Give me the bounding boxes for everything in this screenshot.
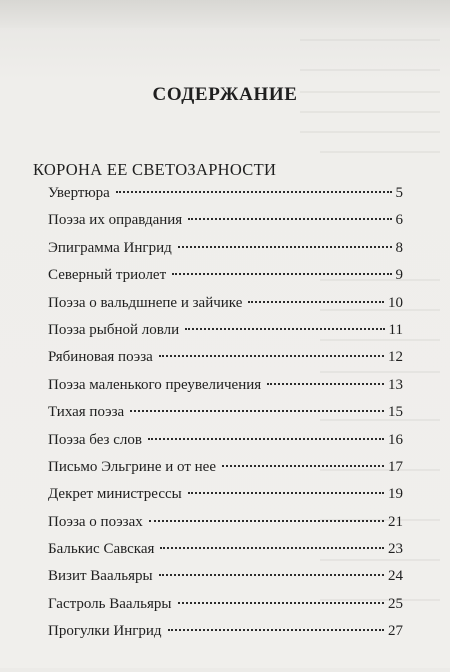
toc-entry-title: Декрет министрессы	[48, 486, 182, 503]
dot-leader	[188, 218, 391, 220]
toc-entry[interactable]	[48, 486, 403, 513]
dot-leader	[178, 602, 385, 604]
toc-entry[interactable]	[48, 212, 403, 239]
toc-entry-page: 24	[388, 568, 403, 585]
toc-entry-page: 6	[395, 212, 403, 229]
toc-entry[interactable]	[48, 432, 403, 459]
toc-entry-page: 12	[388, 349, 403, 366]
toc-entry-title: Письмо Эльгрине и от нее	[48, 458, 216, 475]
table-of-contents	[48, 185, 403, 651]
dot-leader	[159, 574, 384, 576]
toc-entry[interactable]	[48, 349, 403, 376]
toc-entry-page: 27	[388, 623, 403, 640]
toc-entry-page: 16	[388, 431, 403, 448]
toc-entry-title: Поэза о поэзах	[48, 513, 143, 530]
dot-leader	[168, 629, 384, 631]
toc-entry-title: Визит Ваальяры	[48, 568, 153, 585]
dot-leader	[160, 547, 384, 549]
dot-leader	[116, 191, 392, 193]
section-title: КОРОНА ЕЕ СВЕТОЗАРНОСТИ	[33, 160, 277, 179]
toc-entry[interactable]	[48, 267, 403, 294]
toc-entry-page: 5	[395, 185, 403, 201]
toc-entry-page: 8	[395, 239, 403, 256]
page-title: СОДЕРЖАНИЕ	[152, 84, 298, 105]
dot-leader	[248, 301, 384, 303]
toc-entry-page: 23	[388, 541, 403, 558]
dot-leader	[185, 328, 384, 330]
toc-entry[interactable]	[48, 295, 403, 322]
dot-leader	[130, 410, 384, 412]
toc-entry-page: 21	[388, 513, 403, 530]
toc-entry-page: 25	[388, 595, 403, 612]
dot-leader	[178, 246, 392, 248]
toc-entry-page: 9	[395, 267, 403, 284]
dot-leader	[222, 465, 384, 467]
toc-entry[interactable]	[48, 568, 403, 595]
toc-entry-title: Гастроль Ваальяры	[48, 595, 172, 612]
toc-entry-title: Увертюра	[48, 185, 110, 201]
toc-entry-title: Поэза без слов	[48, 431, 142, 448]
toc-entry-title: Северный триолет	[48, 267, 167, 284]
toc-entry[interactable]	[48, 514, 403, 541]
dot-leader	[159, 355, 384, 357]
dot-leader	[148, 438, 384, 440]
toc-entry[interactable]	[48, 377, 403, 404]
toc-entry-title: Тихая поэза	[48, 404, 125, 421]
toc-entry[interactable]	[48, 623, 403, 650]
dot-leader	[172, 273, 391, 275]
toc-entry-title: Рябиновая поэза	[48, 349, 153, 366]
toc-entry-page: 15	[388, 404, 403, 421]
toc-entry[interactable]	[48, 404, 403, 431]
dot-leader	[149, 520, 384, 522]
toc-entry-page: 10	[388, 294, 403, 311]
toc-entry-title: Поэза маленького преувеличения	[48, 376, 262, 393]
toc-entry[interactable]	[48, 541, 403, 568]
toc-entry-page: 13	[388, 376, 403, 393]
toc-entry-page: 17	[388, 458, 403, 475]
toc-entry[interactable]	[48, 596, 403, 623]
toc-entry-title: Балькис Савская	[48, 541, 155, 558]
toc-entry-page: 19	[388, 486, 403, 503]
dot-leader	[188, 492, 384, 494]
toc-entry[interactable]	[48, 322, 403, 349]
page-top-shadow	[0, 0, 450, 28]
toc-entry[interactable]	[48, 459, 403, 486]
toc-entry-title: Поэза их оправдания	[48, 212, 183, 229]
toc-entry-title: Прогулки Ингрид	[48, 623, 162, 640]
toc-entry-title: Эпиграмма Ингрид	[48, 239, 172, 256]
toc-entry-title: Поэза рыбной ловли	[48, 321, 180, 338]
toc-entry-page: 11	[388, 321, 403, 338]
toc-entry-title: Поэза о вальдшнепе и зайчике	[48, 294, 243, 311]
toc-entry[interactable]	[48, 185, 403, 212]
toc-entry[interactable]	[48, 240, 403, 267]
dot-leader	[267, 383, 384, 385]
